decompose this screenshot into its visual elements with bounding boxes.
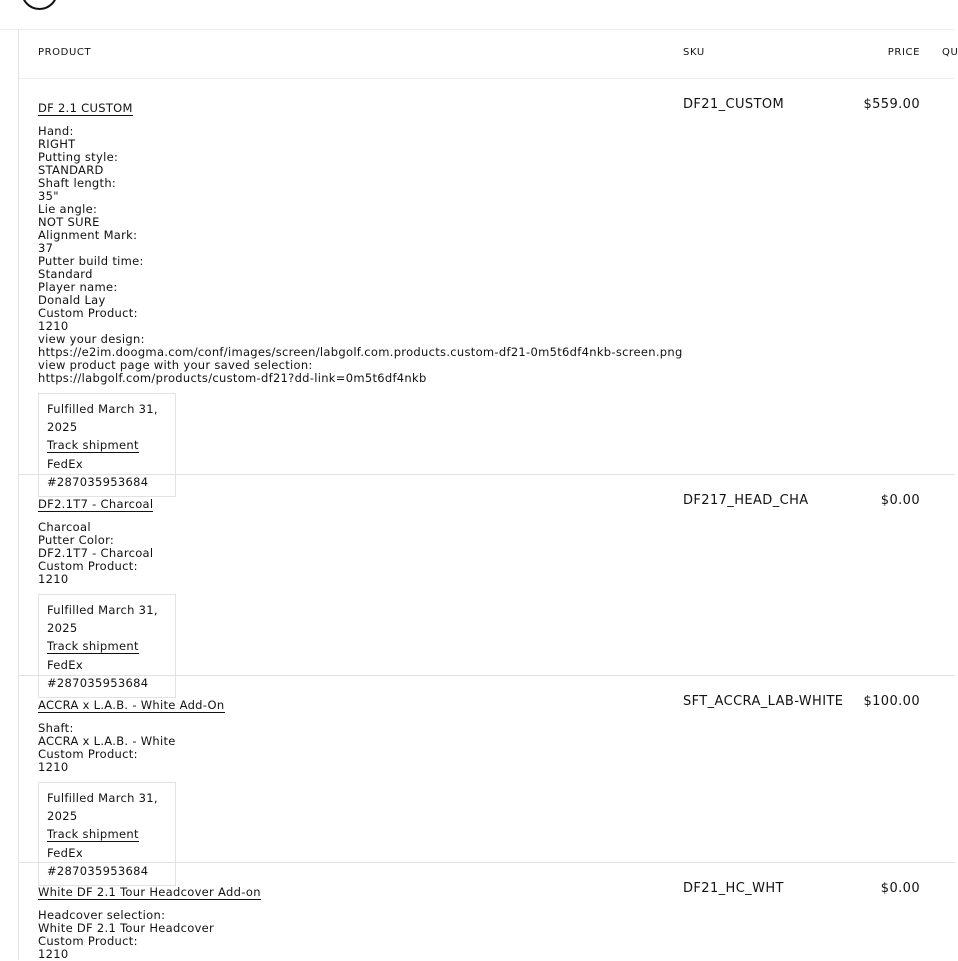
column-header-sku: SKU	[683, 47, 705, 58]
property-line: Lie angle:	[38, 202, 98, 216]
property-line: Donald Lay	[38, 293, 106, 307]
tracking-number: FedEx #287035953684	[47, 457, 149, 489]
property-line: DF2.1T7 - Charcoal	[38, 546, 154, 560]
property-line: Charcoal	[38, 520, 91, 534]
column-header-quantity: QU	[942, 47, 958, 58]
property-line: Custom Product:	[38, 559, 138, 573]
property-line: 1210	[38, 760, 69, 774]
track-shipment-link[interactable]: Track shipment	[47, 639, 139, 653]
property-line: Putting style:	[38, 150, 119, 164]
table-row	[19, 676, 955, 878]
property-line: https://labgolf.com/products/custom-df21?dd-link=0m5t6df4nkb	[38, 371, 427, 385]
property-line: STANDARD	[38, 163, 104, 177]
property-line: Alignment Mark:	[38, 228, 138, 242]
property-line: Player name:	[38, 280, 118, 294]
property-line: view product page with your saved selection:	[38, 358, 313, 372]
property-line: 1210	[38, 319, 69, 333]
sku-cell: DF21_CUSTOM	[683, 97, 785, 112]
fulfillment-status: Fulfilled March 31, 2025	[47, 791, 158, 823]
sku-cell: SFT_ACCRA_LAB-WHITE	[683, 694, 844, 709]
product-properties	[38, 521, 668, 586]
fulfillment-status: Fulfilled March 31, 2025	[47, 402, 158, 434]
product-link[interactable]: DF2.1T7 - Charcoal	[38, 497, 154, 511]
property-line: Custom Product:	[38, 306, 138, 320]
property-line: Putter Color:	[38, 533, 115, 547]
column-header-price: PRICE	[887, 47, 920, 58]
table-row	[19, 79, 955, 489]
price-cell: $0.00	[880, 493, 920, 508]
sku-cell: DF217_HEAD_CHA	[683, 493, 809, 508]
price-cell: $559.00	[863, 97, 920, 112]
price-cell: $100.00	[863, 694, 920, 709]
property-line: Headcover selection:	[38, 908, 166, 922]
track-shipment-link[interactable]: Track shipment	[47, 827, 139, 841]
product-cell	[38, 881, 668, 961]
property-line: Custom Product:	[38, 747, 138, 761]
property-line: White DF 2.1 Tour Headcover	[38, 921, 215, 935]
price-cell: $0.00	[880, 881, 920, 896]
fulfillment-status: Fulfilled March 31, 2025	[47, 603, 158, 635]
product-cell	[38, 493, 668, 698]
property-line: 37	[38, 241, 54, 255]
top-header-bar	[0, 0, 955, 30]
property-line: Hand:	[38, 124, 74, 138]
product-link[interactable]: White DF 2.1 Tour Headcover Add-on	[38, 885, 261, 899]
product-cell	[38, 97, 683, 497]
property-line: 1210	[38, 572, 69, 586]
track-shipment-link[interactable]: Track shipment	[47, 438, 139, 452]
property-line: Custom Product:	[38, 934, 138, 948]
table-row	[19, 475, 955, 690]
property-line: 35"	[38, 189, 59, 203]
property-line: Putter build time:	[38, 254, 144, 268]
logo-icon[interactable]	[21, 0, 58, 10]
table-row	[19, 863, 955, 960]
product-properties	[38, 722, 668, 774]
property-line: view your design:	[38, 332, 145, 346]
tracking-number: FedEx #287035953684	[47, 658, 149, 690]
tracking-number: FedEx #287035953684	[47, 846, 149, 878]
product-properties	[38, 909, 668, 961]
property-line: https://e2im.doogma.com/conf/images/screen/labgolf.com.products.custom-df21-0m5t6df4nkb-screen.png	[38, 345, 683, 359]
product-link[interactable]: DF 2.1 CUSTOM	[38, 101, 133, 115]
product-cell	[38, 694, 668, 886]
property-line: Shaft length:	[38, 176, 117, 190]
property-line: 1210	[38, 947, 69, 961]
property-line: ACCRA x L.A.B. - White	[38, 734, 176, 748]
property-line: RIGHT	[38, 137, 76, 151]
product-properties	[38, 124, 683, 385]
property-line: NOT SURE	[38, 215, 100, 229]
property-line: Shaft:	[38, 721, 74, 735]
property-line: Standard	[38, 267, 93, 281]
column-header-product: PRODUCT	[38, 47, 92, 58]
sku-cell: DF21_HC_WHT	[683, 881, 784, 896]
product-link[interactable]: ACCRA x L.A.B. - White Add-On	[38, 698, 225, 712]
